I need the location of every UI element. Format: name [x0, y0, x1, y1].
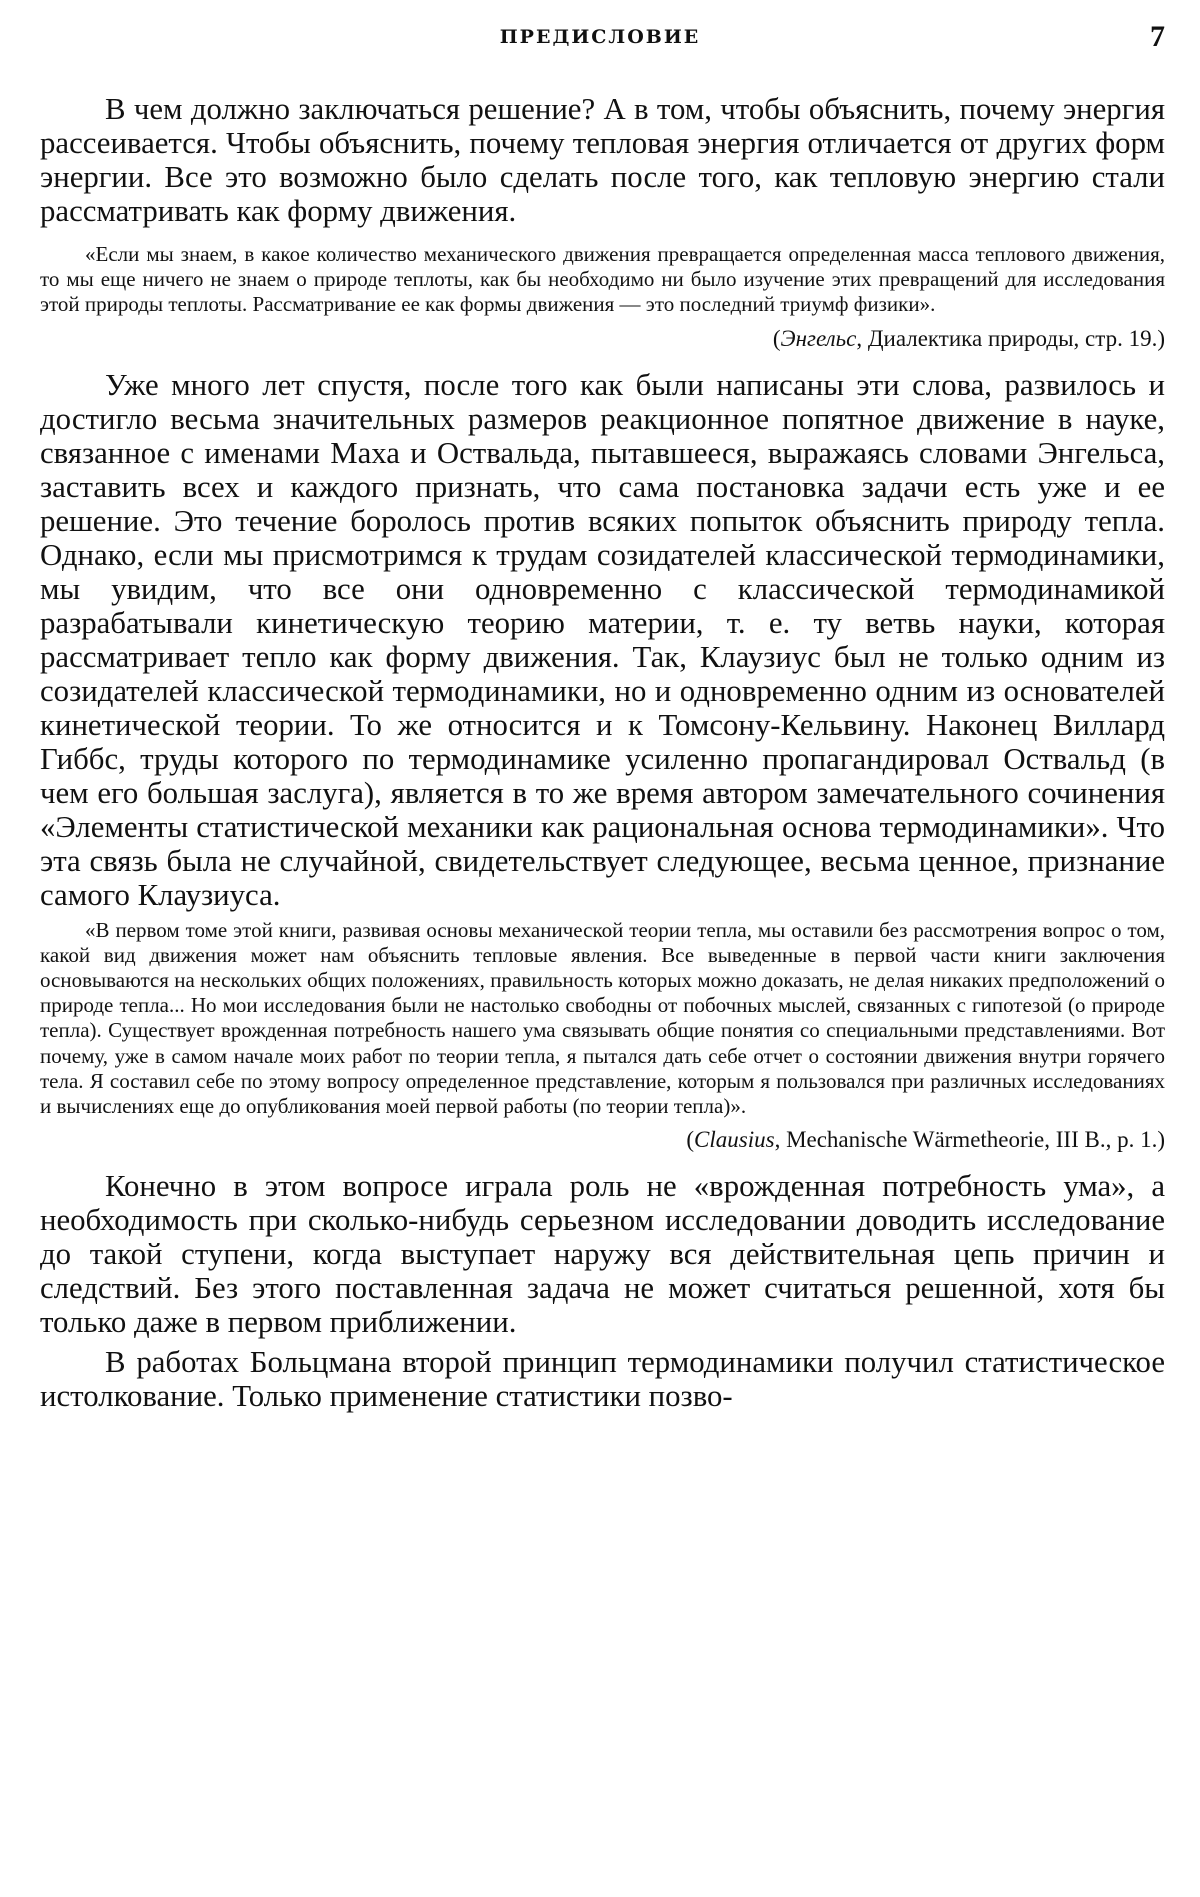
paragraph-4: В работах Больцмана второй принцип термодинамики получил статистическое истолкование. Только применение статистики позво-	[40, 1345, 1165, 1414]
page-content	[40, 92, 1165, 1413]
quote-clausius: «В первом томе этой книги, развивая основы механической теории тепла, мы оставили без рассмотрения вопрос о том, какой вид движения может нам объяснить тепловые явления. Все выведенные в первой части книги заключения основываются на нескольких общих положениях, правильность которых можно доказать, не делая никаких предположений о природе тепла... Но мои исследования были не настолько свободны от побочных мыслей, связанных с гипотезой (о природе тепла). Существует врожденная потребность нашего ума связывать общие понятия со специальными представлениями. Вот почему, уже в самом начале моих работ по теории тепла, я пытался дать себе отчет о состоянии движения внутри горячего тела. Я составил себе по этому вопросу определенное представление, которым я пользовался при различных исследованиях и вычислениях еще до опубликования моей первой работы (по теории тепла)».	[40, 917, 1165, 1119]
running-title: ПРЕДИСЛОВИЕ	[499, 26, 701, 48]
running-head	[0, 20, 1200, 66]
citation-rest: , Mechanische Wärmetheorie, III B., p. 1.)	[774, 1127, 1165, 1153]
citation-open: (	[772, 325, 781, 351]
citation-author: Энгельс	[780, 325, 857, 351]
citation-rest: , Диалектика природы, стр. 19.)	[856, 325, 1165, 351]
quote-engels: «Если мы знаем, в какое количество механического движения превращается определенная масса теплового движения, то мы еще ничего не знаем о природе теплоты, как бы необходимо ни было изучение этих превращений для исследования этой природы теплоты. Рассматривание ее как формы движения — это последний триумф физики».	[40, 242, 1165, 317]
paragraph-1: В чем должно заключаться решение? А в том, чтобы объяснить, почему энергия рассеивается. Чтобы объяснить, почему тепловая энергия отличается от других форм энергии. Все это возможно было сделать после того, как тепловую энергию стали рассматривать как форму движения.	[40, 92, 1165, 228]
citation-engels	[40, 324, 1165, 354]
page-number: 7	[1150, 20, 1165, 53]
paragraph-3: Конечно в этом вопросе играла роль не «врожденная потребность ума», а необходимость при сколько-нибудь серьезном исследовании доводить исследование до такой ступени, когда выступает наружу вся действительная цепь причин и следствий. Без этого поставленная задача не может считаться решенной, хотя бы только даже в первом приближении.	[40, 1169, 1165, 1340]
citation-open: (	[686, 1127, 695, 1153]
citation-clausius	[40, 1125, 1165, 1155]
paragraph-2: Уже много лет спустя, после того как были написаны эти слова, развилось и достигло весьма значительных размеров реакционное попятное движение в науке, связанное с именами Маха и Оствальда, пытавшееся, выражаясь словами Энгельса, заставить всех и каждого признать, что сама постановка задачи есть уже и ее решение. Это течение боролось против всяких попыток объяснить природу тепла. Однако, если мы присмотримся к трудам созидателей классической термодинамики, мы увидим, что все они одновременно с классической термодинамикой разрабатывали кинетическую теорию материи, т. е. ту ветвь науки, которая рассматривает тепло как форму движения. Так, Клаузиус был не только одним из созидателей классической термодинамики, но и одновременно одним из основателей кинетической теории. То же относится и к Томсону-Кельвину. Наконец Виллард Гиббс, труды которого по термодинамике усиленно пропагандировал Оствальд (в чем его большая заслуга), является в то же время автором замечательного сочинения «Элементы статистической механики как рациональная основа термодинамики». Что эта связь была не случайной, свидетельствует следующее, весьма ценное, признание самого Клаузиуса.	[40, 367, 1165, 912]
citation-author: Clausius	[694, 1127, 775, 1153]
